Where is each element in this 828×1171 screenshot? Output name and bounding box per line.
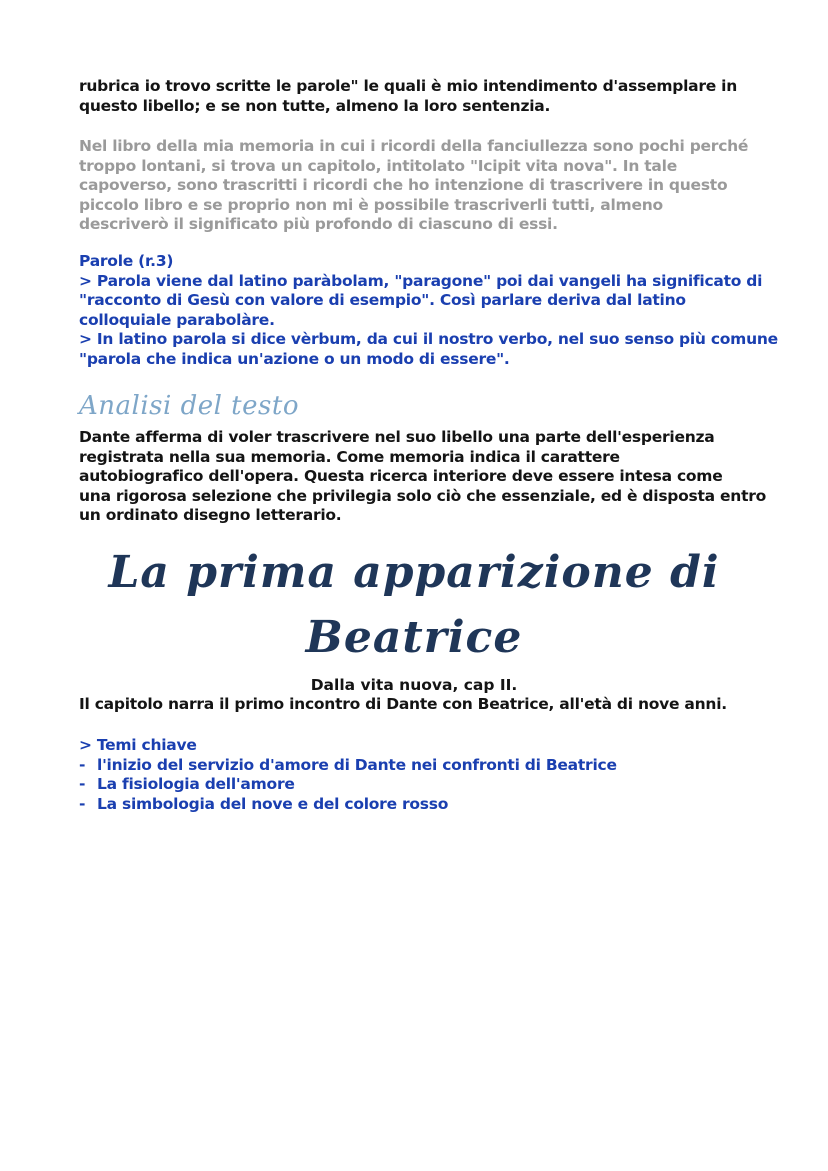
parole-line: colloquiale parabolàre.: [79, 310, 275, 329]
analisi-line: una rigorosa selezione che privilegia solo ciò che essenziale, ed è disposta entro: [79, 486, 767, 505]
intro-line: questo libello; e se non tutte, almeno la loro sentenzia.: [79, 96, 551, 115]
temi-item-text: La simbologia del nove e del colore rosso: [97, 794, 449, 813]
temi-item-text: La fisiologia dell'amore: [97, 775, 295, 794]
chapter-title-name: Beatrice: [305, 612, 523, 663]
intro-line: rubrica io trovo scritte le parole" le quali è mio intendimento d'assemplare in: [79, 77, 737, 95]
memory-line: descriverò il significato più profondo di ciascuno di essi.: [79, 215, 558, 234]
bullet-dash: -: [79, 794, 86, 813]
bullet-dash: -: [79, 775, 86, 794]
analisi-heading: Analisi del testo: [79, 391, 299, 421]
parole-line: > In latino parola si dice vèrbum, da cui il nostro verbo, nel suo senso più comune: [79, 330, 778, 349]
temi-item: [79, 795, 759, 815]
parole-heading: Parole (r.3): [79, 252, 174, 270]
parole-line: > Parola viene dal latino paràbolam, "paragone" poi dai vangeli ha significato di: [79, 271, 763, 290]
memory-line: capoverso, sono trascritti i ricordi che ho intenzione di trascrivere in questo: [79, 176, 728, 195]
chapter-title: La prima apparizione di: [108, 547, 720, 598]
parole-line: "parola che indica un'azione o un modo di essere".: [79, 349, 510, 368]
analisi-paragraph: [79, 428, 767, 526]
temi-heading: > Temi chiave: [79, 736, 197, 754]
chapter-summary: Il capitolo narra il primo incontro di Dante con Beatrice, all'età di nove anni.: [79, 695, 727, 713]
memory-line: Nel libro della mia memoria in cui i ricordi della fanciullezza sono pochi perché: [79, 137, 749, 155]
intro-paragraph: [79, 77, 759, 116]
parole-line: "racconto di Gesù con valore di esempio". Così parlare deriva dal latino: [79, 291, 686, 310]
chapter-source: Dalla vita nuova, cap II.: [310, 676, 518, 694]
temi-section: [79, 736, 759, 814]
memory-line: troppo lontani, si trova un capitolo, intitolato "Icipit vita nova". In tale: [79, 156, 677, 175]
memory-paragraph: [79, 137, 759, 235]
temi-item: [79, 756, 759, 776]
memory-line: piccolo libro e se proprio non mi è possibile trascriverli tutti, almeno: [79, 195, 663, 214]
bullet-dash: -: [79, 755, 86, 774]
temi-item: [79, 775, 759, 795]
analisi-line: Dante afferma di voler trascrivere nel suo libello una parte dell'esperienza: [79, 428, 715, 446]
parole-section: [79, 252, 778, 370]
analisi-line: autobiografico dell'opera. Questa ricerca interiore deve essere intesa come: [79, 467, 723, 486]
temi-item-text: l'inizio del servizio d'amore di Dante nei confronti di Beatrice: [97, 755, 617, 774]
analisi-line: un ordinato disegno letterario.: [79, 506, 342, 525]
analisi-line: registrata nella sua memoria. Come memoria indica il carattere: [79, 447, 620, 466]
